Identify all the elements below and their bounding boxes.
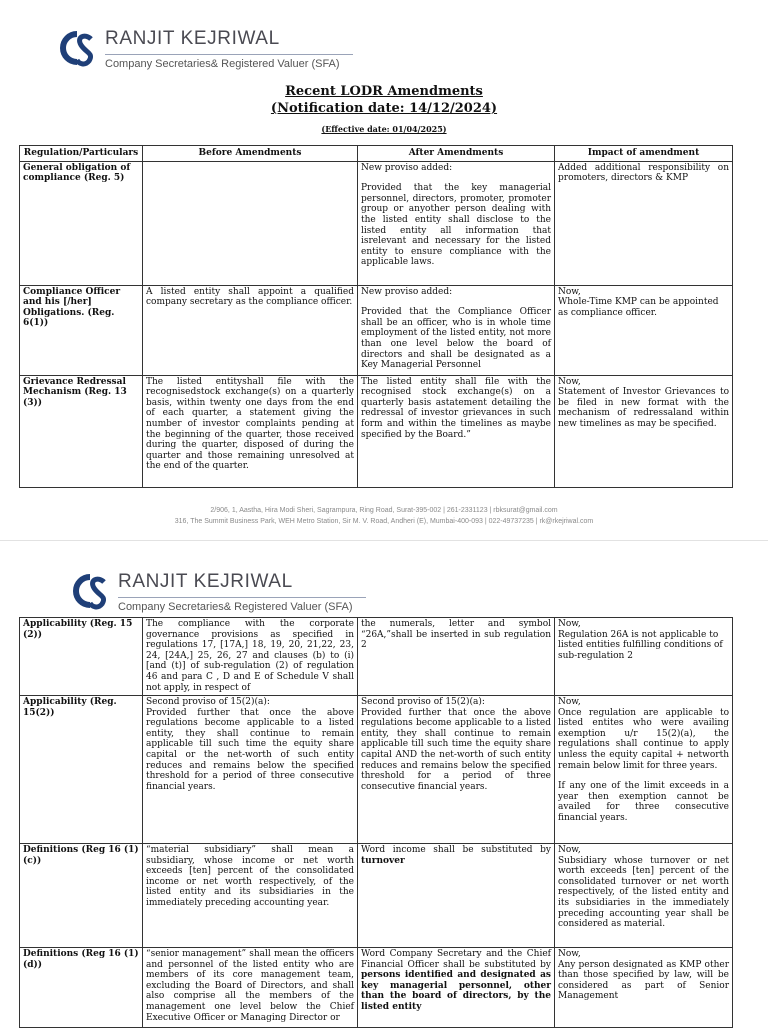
before-label: Second proviso of 15(2)(a): [146,697,270,707]
footer-address-mumbai: 316, The Summit Business Park, WEH Metro Station, Sir M. V. Road, Andheri (E), Mumbai-400-093 | 022-49737235 | rk@rkejriwal.com [174,518,594,525]
after-label: New proviso added: [361,286,453,297]
impact-text-2: If any one of the limit exceeds in a year then exemption cannot be availed for three consecutive financial years. [558,781,729,823]
after-bold-text: turnover [361,855,405,866]
cs-monogram-icon [57,28,97,68]
table-row [20,285,733,375]
impact-text: Whole-Time KMP can be appointed as compliance officer. [558,297,719,318]
impact-text: Subsidiary whose turnover or net worth exceeds [ten] percent of the consolidated turnover or net worth respectively, of the listed entity and its subsidiaries in the immediately preceding accounting year shall be considered as material. [558,855,729,930]
regulation-cell: Applicability (Reg. 15(2)) [20,696,143,844]
after-cell: The listed entity shall file with the recognised stock exchange(s) on a quarterly basis astatement detailing the redressal of investor grievances in such form and within the timelines as maybe specified by the Board.” [358,375,555,487]
table-row [20,618,733,696]
regulation-cell: Grievance Redressal Mechanism (Reg. 13 (3)) [20,375,143,487]
impact-label: Now, [558,619,581,629]
impact-text: Regulation 26A is not applicable to listed entities fulfilling conditions of sub-regulation 2 [558,629,723,661]
table-row [20,696,733,844]
document-page-2 [0,540,768,1025]
header-before: Before Amendments [143,146,358,162]
after-text: Provided that the Compliance Officer shall be an officer, who is in whole time employment of the listed entity, not more than one level below the board of directors and shall be designated as a Key Managerial Personnel [361,307,551,371]
brand-divider [118,597,366,598]
before-cell: The listed entityshall file with the recognisedstock exchange(s) on a quarterly basis, within twenty one days from the end of each quarter, a statement giving the number of investor complaints pending at the beginning of the quarter, those received during the quarter, disposed of during the quarter and those remaining unresolved at the end of the quarter. [143,375,358,487]
after-text: Provided that the key managerial personnel, directors, promoter, promoter group or anyother person dealing with the listed entity shall disclose to the listed entity all information that isrelevant and necessary for the listed entity to ensure compliance with the applicable laws. [361,183,551,268]
effective-date: (Effective date: 01/04/2025) [321,124,447,134]
impact-cell: Added additional responsibility on promoters, directors & KMP [555,161,733,285]
regulation-cell: Definitions (Reg 16 (1)(c)) [20,844,143,948]
impact-label: Now, [558,376,581,387]
before-cell: “material subsidiary” shall mean a subsidiary, whose income or net worth exceeds [ten] percent of the consolidated income or net worth respectively, of the listed entity and its subsidiaries in the immediately preceding accounting year. [143,844,358,948]
impact-text: Any person designated as KMP other than those specified by law, will be considered as part of Senior Management [558,959,729,1002]
letterhead-logo [70,571,366,614]
amendments-table-2 [19,617,733,1028]
document-title: Recent LODR Amendments [285,84,483,99]
brand-name: RANJIT KEJRIWAL [118,571,293,592]
before-cell [143,696,358,844]
after-cell [358,948,555,1028]
amendments-table-1 [19,145,733,488]
after-cell [358,696,555,844]
regulation-cell: Compliance Officer and his [/her] Obligations. (Reg. 6(1)) [20,285,143,375]
table-row [20,948,733,1028]
after-text: Provided further that once the above regulations become applicable to a listed entity, they shall continue to remain applicable till such time the equity share capital AND the net-worth of such entity reduces and remains below the specified threshold for a period of three consecutive financial years. [361,707,551,792]
impact-cell [555,618,733,696]
impact-text: Once regulation are applicable to listed entites who were availing exemption u/r 15(2)(a), the regulations shall continue to apply unless the equity capital + networth remain below limit for three years. [558,707,729,771]
before-cell: A listed entity shall appoint a qualified company secretary as the compliance officer. [143,285,358,375]
header-impact: Impact of amendment [555,146,733,162]
after-cell: the numerals, letter and symbol “26A,”shall be inserted in sub regulation 2 [358,618,555,696]
brand-tagline: Company Secretaries& Registered Valuer (SFA) [105,58,340,70]
after-cell [358,285,555,375]
impact-label: Now, [558,697,581,707]
table-header-row [20,146,733,162]
after-cell [358,161,555,285]
brand-divider [105,54,353,55]
header-regulation: Regulation/Particulars [20,146,143,162]
impact-cell [555,696,733,844]
after-label: Second proviso of 15(2)(a): [361,697,485,707]
header-after: After Amendments [358,146,555,162]
impact-label: Now, [558,845,581,855]
regulation-cell: Applicability (Reg. 15 (2)) [20,618,143,696]
notification-date: (Notification date: 14/12/2024) [270,101,498,116]
impact-cell [555,375,733,487]
table-row [20,161,733,285]
after-text: Word income shall be substituted by [361,845,551,855]
after-text: Word Company Secretary and the Chief Financial Officer shall be substituted by [361,949,551,970]
before-cell: “senior management” shall mean the officers and personnel of the listed entity who are members of its core management team, excluding the Board of Directors, and shall also comprise all the members of the management one level below the Chief Executive Officer or Managing Director or [143,948,358,1028]
impact-text: Statement of Investor Grievances to be filed in new format with the mechanism of redressaland within new timelines as may be specified. [558,387,729,429]
letterhead-logo [57,28,353,71]
regulation-cell: General obligation of compliance (Reg. 5) [20,161,143,285]
brand-name: RANJIT KEJRIWAL [105,28,280,49]
table-row [20,375,733,487]
cs-monogram-icon [70,571,110,611]
before-cell: The compliance with the corporate governance provisions as specified in regulations 17, [17A,] 18, 19, 20, 21,22, 23, 24, [24A,] 25, 26, 27 and clauses (b) to (i) [and (t)] of sub-regulation (2) of regulation 46 and para C , D and E of Schedule V shall not apply, in respect of [143,618,358,696]
before-text: Provided further that once the above regulations become applicable to a listed entity, they shall continue to remain applicable till such time the equity share capital or the net-worth of such entity reduces and remains below the specified threshold for a period of three consecutive financial years. [146,707,354,792]
footer-address-surat: 2/906, 1, Aastha, Hira Modi Sheri, Sagrampura, Ring Road, Surat-395-002 | 261-2331123 | rbksurat@gmail.com [210,507,558,514]
regulation-cell: Definitions (Reg 16 (1)(d)) [20,948,143,1028]
impact-cell [555,285,733,375]
brand-tagline: Company Secretaries& Registered Valuer (SFA) [118,601,353,613]
after-cell [358,844,555,948]
before-cell [143,161,358,285]
impact-cell [555,948,733,1028]
impact-cell [555,844,733,948]
impact-label: Now, [558,949,581,959]
impact-label: Now, [558,286,581,297]
table-row [20,844,733,948]
after-bold-text: persons identified and designated as key managerial personnel, other than the board of directors, by the listed entity [361,970,551,1012]
after-label: New proviso added: [361,162,453,173]
